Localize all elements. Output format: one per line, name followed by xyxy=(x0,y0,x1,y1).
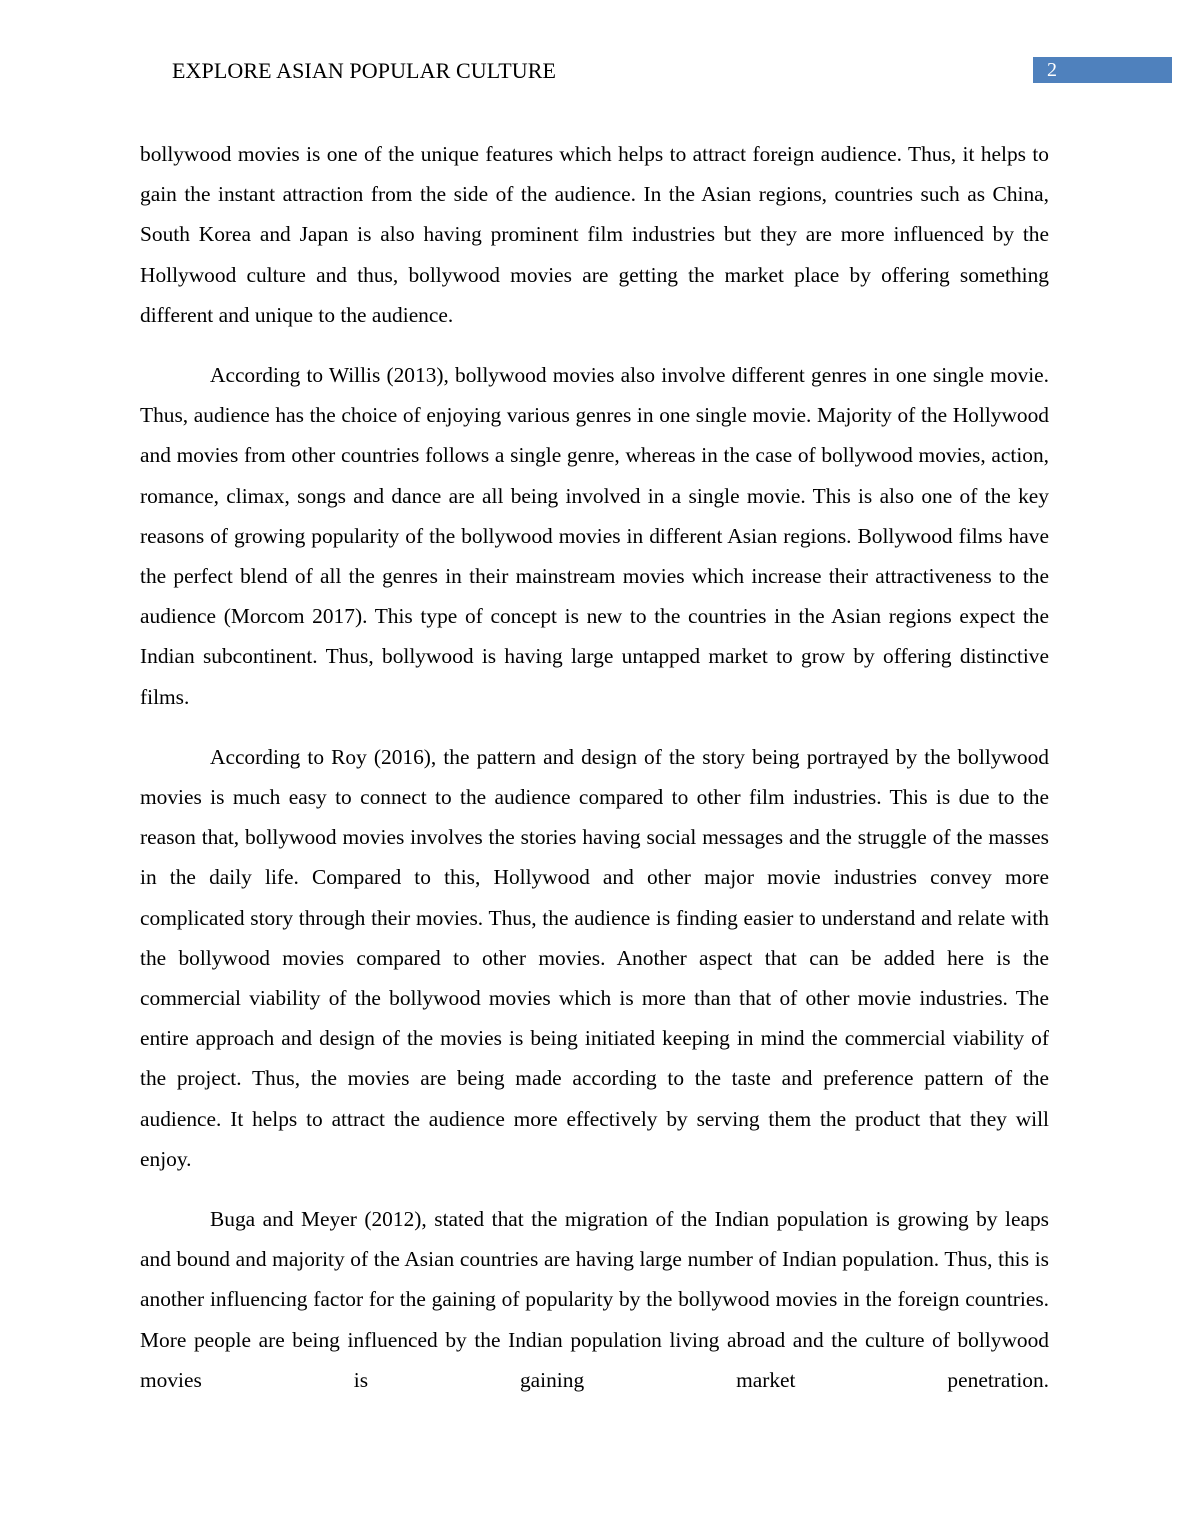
running-head: EXPLORE ASIAN POPULAR CULTURE xyxy=(172,58,557,83)
page-number: 2 xyxy=(1033,57,1172,83)
paragraph-roy: According to Roy (2016), the pattern and design of the story being portrayed by the bollywood movies is much easy to connect to the audience compared to other film industries. This is due to the reason that, bollywood movies involves the stories having social messages and the struggle of the masses in the daily life. Compared to this, Hollywood and other major movie industries convey more complicated story through their movies. Thus, the audience is finding easier to understand and relate with the bollywood movies compared to other movies. Another aspect that can be added here is the commercial viability of the bollywood movies which is more than that of other movie industries. The entire approach and design of the movies is being initiated keeping in mind the commercial viability of the project. Thus, the movies are being made according to the taste and preference pattern of the audience. It helps to attract the audience more effectively by serving them the product that they will enjoy. xyxy=(140,744,1049,1171)
paragraph-buga-meyer: Buga and Meyer (2012), stated that the migration of the Indian population is growing by leaps and bound and majority of the Asian countries are having large number of Indian population. Thus, this is another influencing factor for the gaining of popularity by the bollywood movies in the foreign countries. More people are being influenced by the Indian population living abroad and the culture of bollywood movies is gaining market penetration. xyxy=(140,1207,1049,1392)
body-text xyxy=(140,134,1049,1420)
paragraph-willis: According to Willis (2013), bollywood movies also involve different genres in one single movie. Thus, audience has the choice of enjoying various genres in one single movie. Majority of the Hollywood and movies from other countries follows a single genre, whereas in the case of bollywood movies, action, romance, climax, songs and dance are all being involved in a single movie. This is also one of the key reasons of growing popularity of the bollywood movies in different Asian regions. Bollywood films have the perfect blend of all the genres in their mainstream movies which increase their attractiveness to the audience (Morcom 2017). This type of concept is new to the countries in the Asian regions expect the Indian subcontinent. Thus, bollywood is having large untapped market to grow by offering distinctive films. xyxy=(140,363,1049,709)
paragraph-continuation: bollywood movies is one of the unique features which helps to attract foreign audience. Thus, it helps to gain the instant attraction from the side of the audience. In the Asian regions, countries such as China, South Korea and Japan is also having prominent film industries but they are more influenced by the Hollywood culture and thus, bollywood movies are getting the market place by offering something different and unique to the audience. xyxy=(140,142,1049,327)
